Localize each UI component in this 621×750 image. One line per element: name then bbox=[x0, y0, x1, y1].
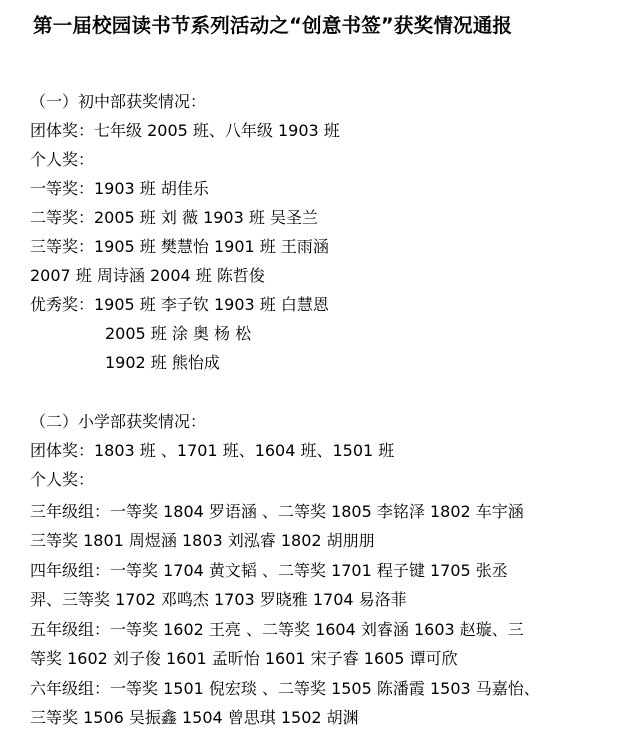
primary-grade3-line1: 三年级组：一等奖 1804 罗语涵 、二等奖 1805 李铭泽 1802 车宇涵 bbox=[30, 502, 524, 521]
primary-grade5-line1: 五年级组：一等奖 1602 王亮 、二等奖 1604 刘睿涵 1603 赵璇、三 bbox=[30, 620, 524, 639]
junior-excellent-continued-2: 1902 班 熊怡成 bbox=[105, 353, 220, 372]
primary-individual-label: 个人奖： bbox=[30, 470, 95, 489]
primary-grade5-line2: 等奖 1602 刘子俊 1601 孟昕怡 1601 宋子睿 1605 谭可欣 bbox=[30, 649, 458, 668]
junior-individual-label: 个人奖： bbox=[30, 150, 95, 169]
primary-team-award: 团体奖：1803 班 、1701 班、1604 班、1501 班 bbox=[30, 441, 395, 460]
junior-third-prize-continued: 2007 班 周诗涵 2004 班 陈哲俊 bbox=[30, 266, 265, 285]
junior-team-award: 团体奖：七年级 2005 班、八年级 1903 班 bbox=[30, 121, 340, 140]
junior-excellent-prize: 优秀奖：1905 班 李子钦 1903 班 白慧恩 bbox=[30, 295, 329, 314]
junior-first-prize: 一等奖：1903 班 胡佳乐 bbox=[30, 179, 209, 198]
document-title: 第一届校园读书节系列活动之“创意书签”获奖情况通报 bbox=[33, 14, 513, 37]
junior-second-prize: 二等奖：2005 班 刘 薇 1903 班 吴圣兰 bbox=[30, 208, 318, 227]
primary-grade6-line2: 三等奖 1506 吴振鑫 1504 曾思琪 1502 胡渊 bbox=[30, 708, 359, 727]
primary-section-heading: （二）小学部获奖情况： bbox=[30, 412, 207, 431]
primary-grade3-line2: 三等奖 1801 周煜涵 1803 刘泓睿 1802 胡朋朋 bbox=[30, 531, 375, 550]
junior-excellent-continued-1: 2005 班 涂 奥 杨 松 bbox=[105, 324, 252, 343]
junior-third-prize: 三等奖：1905 班 樊慧怡 1901 班 王雨涵 bbox=[30, 237, 329, 256]
primary-grade6-line1: 六年级组：一等奖 1501 倪宏琰 、二等奖 1505 陈潘霞 1503 马嘉怡、 bbox=[30, 679, 540, 698]
primary-grade4-line1: 四年级组：一等奖 1704 黄文韬 、二等奖 1701 程子键 1705 张丞 bbox=[30, 561, 508, 580]
junior-section-heading: （一）初中部获奖情况： bbox=[30, 92, 207, 111]
primary-grade4-line2: 羿、三等奖 1702 邓鸣杰 1703 罗晓雅 1704 易洛菲 bbox=[30, 590, 407, 609]
